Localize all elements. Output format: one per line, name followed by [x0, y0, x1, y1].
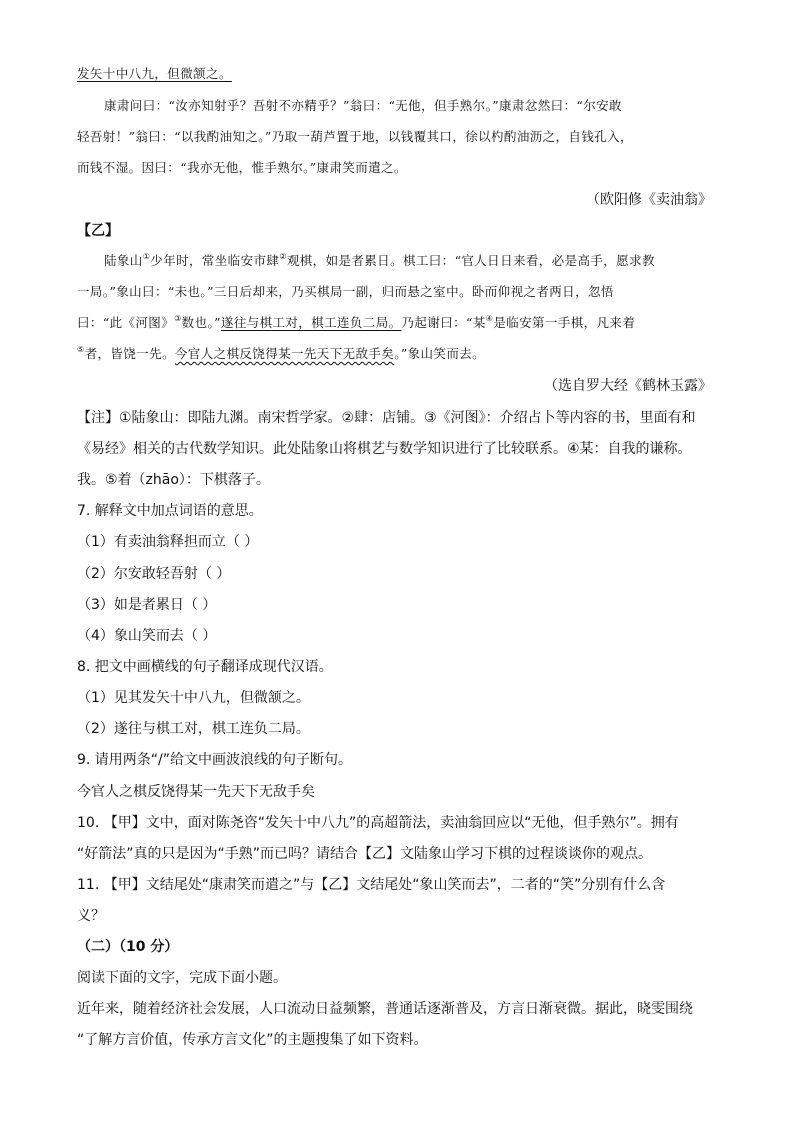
yi-line-3 [77, 313, 635, 331]
question-7: 7. 解释文中加点词语的意思。 [77, 503, 263, 519]
question-8-1: （1）见其发矢十中八九，但微颔之。 [77, 690, 310, 706]
yi-line-4-b: 者，皆饶一先。 [84, 346, 175, 361]
question-10-line-2: “好箭法”真的只是因为“手熟”而已吗？请结合【乙】文陆象山学习下棋的过程谈谈你的观点。 [77, 846, 653, 862]
jia-line-1: 发矢十中八九，但微颔之。 [77, 66, 232, 81]
yi-line-1-c: 观棋，如是者累日。棋工曰：“官人日日来看，必是高手，愿求教 [286, 253, 655, 268]
question-10-line-1: 10. 【甲】文中，面对陈尧咨“发矢十中八九”的高超箭法，卖油翁回应以“无他，但手熟尔”。拥有 [77, 815, 679, 831]
yi-source: （选自罗大经《鹤林玉露》 [544, 378, 712, 394]
question-7-2: （2）尔安敢轻吾射（ ） [77, 566, 231, 582]
footnote-mark-5: ⑤ [77, 345, 85, 354]
footnote-mark-3: ③ [174, 314, 182, 323]
yi-line-1 [104, 251, 655, 269]
yi-line-3-e: 是临安第一手棋，凡来着 [493, 315, 636, 330]
question-8-2: （2）遂往与棋工对，棋工连负二局。 [77, 721, 310, 737]
question-11-line-1: 11. 【甲】文结尾处“康肃笑而遣之”与【乙】文结尾处“象山笑而去”，二者的“笑”分别有什么含 [77, 877, 666, 893]
footnote-mark-4: ④ [485, 314, 494, 323]
footnote-mark-1: ① [142, 252, 151, 261]
note-line-1: 【注】①陆象山：即陆九渊。南宋哲学家。②肆：店铺。③《河图》：介绍占卜等内容的书，里面有和 [77, 410, 696, 426]
yi-line-3-d: 乃起谢曰：“某 [401, 315, 486, 330]
section-2-paragraph-line-1: 近年来，随着经济社会发展，人口流动日益频繁，普通话逐渐普及，方言日渐衰微。据此，晓雯围绕 [77, 1001, 693, 1017]
yi-line-3-a: 曰：“此《河图》 [77, 315, 175, 330]
jia-line-4: 而钱不湿。因曰：“我亦无他，惟手熟尔。”康肃笑而遣之。 [77, 160, 407, 175]
yi-line-4-d: 。”象山笑而去。 [394, 346, 486, 361]
section-2-intro: 阅读下面的文字，完成下面小题。 [77, 970, 287, 986]
question-11-line-2: 义？ [77, 908, 105, 924]
footnote-mark-2: ② [279, 252, 287, 261]
question-8: 8. 把文中画横线的句子翻译成现代汉语。 [77, 659, 333, 675]
yi-heading: 【乙】 [77, 223, 119, 239]
jia-source: （欧阳修《卖油翁》 [586, 192, 712, 208]
yi-wavy-sentence: 今官人之棋反饶得某一先天下无敌手矣 [174, 346, 395, 361]
yi-line-3-b: 数也。” [181, 315, 221, 330]
question-9: 9. 请用两条“/”给文中画波浪线的句子断句。 [77, 752, 353, 768]
jia-line-2: 康肃问曰：“汝亦知射乎？吾射不亦精乎？”翁曰：“无他，但手熟尔。”康肃忿然曰：“尔安敢 [104, 98, 622, 113]
question-9-sentence: 今官人之棋反饶得某一先天下无敌手矣 [77, 784, 315, 800]
yi-line-1-a: 陆象山 [104, 253, 143, 268]
section-2-paragraph-line-2: “了解方言价值，传承方言文化”的主题搜集了如下资料。 [77, 1032, 428, 1048]
yi-line-2: 一局。”象山曰：“未也。”三日后却来，乃买棋局一副，归而悬之室中。卧而仰视之者两日，忽悟 [77, 284, 614, 299]
jia-line-3: 轻吾射！”翁曰：“以我酌油知之。”乃取一葫芦置于地，以钱覆其口，徐以杓酌油沥之，自钱孔入， [77, 129, 633, 144]
note-line-2: 《易经》相关的古代数学知识。此处陆象山将棋艺与数学知识进行了比较联系。④某：自我的谦称。 [77, 441, 692, 457]
yi-underlined-sentence: 遂往与棋工对，棋工连负二局。 [220, 315, 402, 330]
yi-line-1-b: 少年时，常坐临安市肆 [150, 253, 280, 268]
question-7-1: （1）有卖油翁释担而立（ ） [77, 534, 259, 550]
yi-line-4 [77, 344, 485, 362]
section-2-heading: （二）（10 分） [77, 939, 179, 955]
question-7-3: （3）如是者累日（ ） [77, 597, 217, 613]
question-7-4: （4）象山笑而去（ ） [77, 628, 217, 644]
note-line-3: 我。⑤着（zhāo）：下棋落子。 [77, 472, 270, 488]
